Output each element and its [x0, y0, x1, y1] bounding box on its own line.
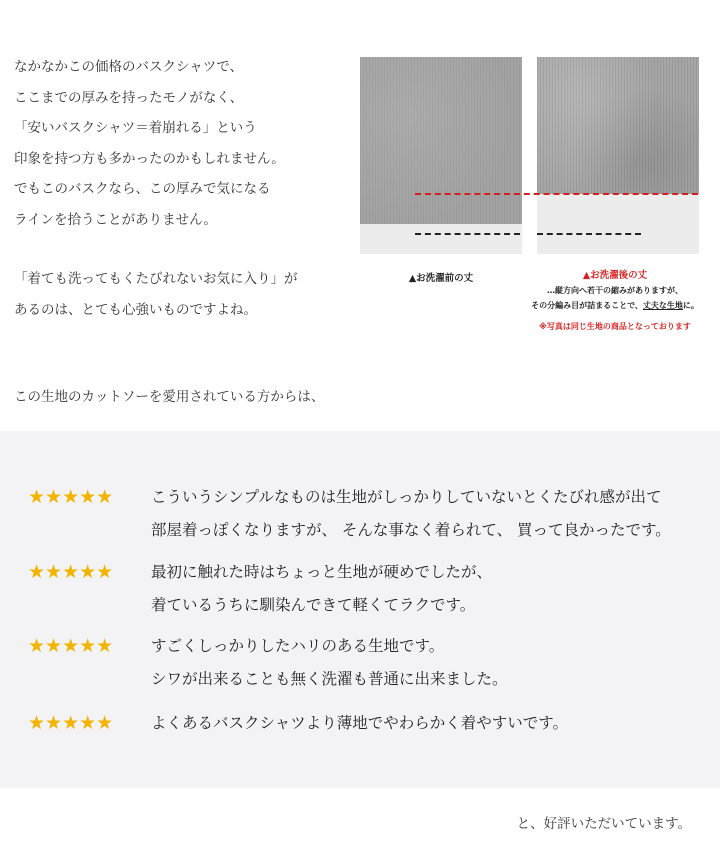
star-rating: ★★★★★: [28, 486, 114, 508]
intro-line: 「安いバスクシャツ＝着崩れる」という: [14, 120, 257, 136]
review-line: よくあるバスクシャツより薄地でやわらかく着やすいです。: [151, 714, 568, 732]
review-line: 最初に触れた時はちょっと生地が硬めでしたが、: [151, 563, 493, 581]
review-text: [151, 481, 671, 547]
closing-text: と、好評いただいています。: [516, 816, 691, 832]
photo-background: [537, 194, 699, 254]
intro-line: 印象を持つ方も多かったのかもしれません。: [14, 150, 285, 167]
photo-background: [360, 224, 522, 254]
review-text: [151, 630, 508, 696]
intro-line: あるのは、とても心強いものですよね。: [14, 301, 257, 318]
before-wash-length-line: [415, 233, 520, 235]
review-line: 着ているうちに馴染んできて軽くてラクです。: [151, 596, 476, 614]
review-section: [0, 431, 720, 788]
intro-line: 「着ても洗ってもくたびれないお気に入り」が: [14, 271, 298, 287]
caption-emphasis: 丈夫な生地: [642, 301, 683, 310]
fabric-photo-after-wash: [537, 57, 699, 254]
star-rating: ★★★★★: [28, 635, 114, 657]
after-wash-caption-title: ▲お洗濯後の丈: [582, 270, 648, 281]
review-line: シワが出来ることも無く洗濯も普通に出来ました。: [151, 670, 508, 688]
star-rating: ★★★★★: [28, 561, 114, 583]
intro-line: でもこのバスクなら、この厚みで気になる: [14, 181, 271, 197]
review-text: [151, 707, 568, 740]
review-line: 部屋着っぽくなりますが、 そんな事なく着られて、 買って良かったです。: [151, 521, 671, 539]
review-text: [151, 556, 492, 622]
intro-line: ラインを拾うことがありません。: [14, 211, 217, 228]
intro-line: ここまでの厚みを持ったモノがなく、: [14, 89, 244, 106]
photo-note: ※写真は同じ生地の商品となっております: [539, 322, 691, 331]
intro-text: [14, 52, 354, 325]
fabric-photo-before-wash: [360, 57, 522, 254]
review-line: こういうシンプルなものは生地がしっかりしていないとくたびれ感が出て: [151, 488, 662, 506]
after-wash-length-line: [415, 193, 698, 195]
spacer: [14, 235, 354, 264]
star-rating: ★★★★★: [28, 712, 114, 734]
before-wash-caption: ▲お洗濯前の丈: [408, 273, 474, 284]
caption-text: その分編み目が詰まることで、: [531, 301, 643, 310]
intro-line: なかなかこの価格のバスクシャツで、: [14, 59, 243, 75]
after-wash-caption: [510, 268, 720, 334]
review-line: すごくしっかりしたハリのある生地です。: [151, 637, 445, 655]
reviews-lead-text: この生地のカットソーを愛用されている方からは、: [14, 389, 325, 405]
after-wash-caption-line: [510, 298, 720, 313]
after-wash-caption-line: …縦方向へ若干の縮みがありますが、: [547, 286, 683, 295]
caption-text: に。: [682, 301, 699, 310]
before-wash-length-line-reference: [537, 233, 641, 235]
